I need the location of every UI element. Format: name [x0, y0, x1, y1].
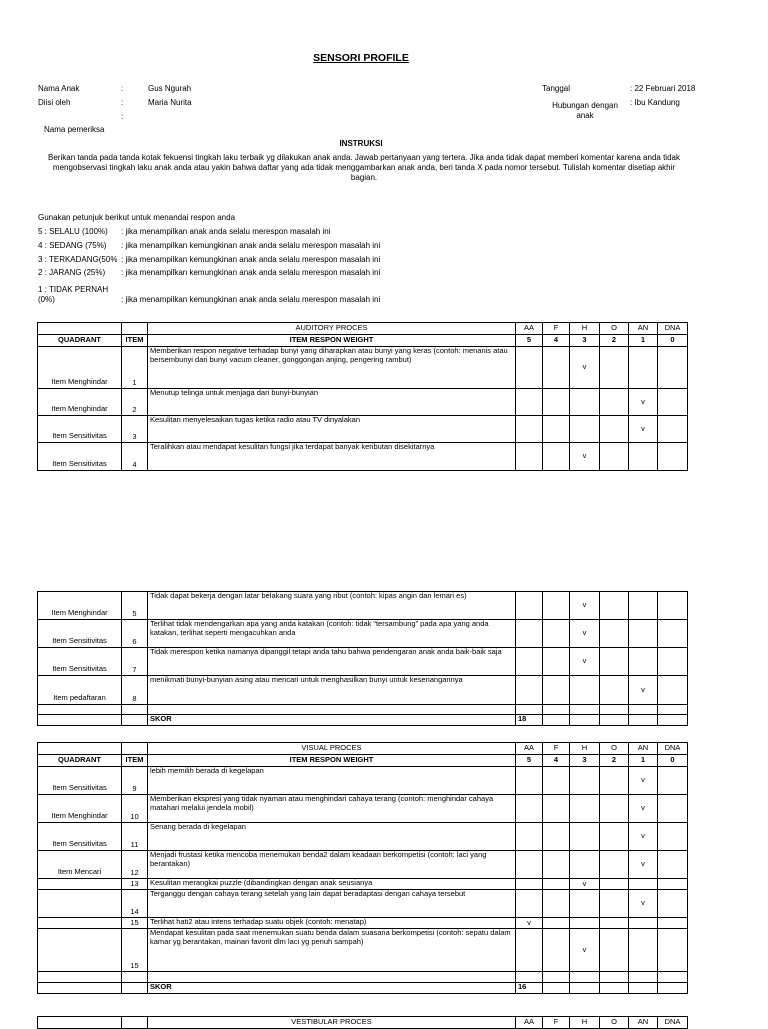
response-cell[interactable]: [543, 890, 570, 918]
quadrant-cell: Item Mencari: [38, 851, 122, 879]
item-number: 7: [122, 648, 148, 676]
blank-colon: :: [121, 112, 124, 121]
item-header: ITEM: [122, 755, 148, 767]
item-number: 2: [122, 389, 148, 416]
examiner-label: Nama pemeriksa: [44, 125, 105, 134]
table-row: [38, 929, 688, 972]
instructions-heading: INSTRUKSI: [339, 139, 383, 148]
name-value: Gus Ngurah: [148, 84, 192, 93]
col-f: F: [543, 323, 570, 335]
table-row: [38, 795, 688, 823]
quadrant-cell: Item Sensitivitas: [38, 767, 122, 795]
response-cell[interactable]: [543, 416, 570, 443]
filled-value: Maria Nurita: [148, 98, 192, 107]
weight-4: 4: [543, 335, 570, 347]
col-an: AN: [629, 323, 658, 335]
quadrant-cell: Item Menghindar: [38, 347, 122, 389]
col-aa: AA: [516, 323, 543, 335]
response-cell[interactable]: [658, 676, 688, 705]
quadrant-header: QUADRANT: [38, 335, 122, 347]
visual-score-value: 16: [516, 983, 543, 994]
quadrant-cell: Item pedaftaran: [38, 676, 122, 705]
response-cell[interactable]: [629, 823, 658, 851]
check-mark: v: [641, 803, 645, 813]
quadrant-cell: Item Menghindar: [38, 795, 122, 823]
response-cell[interactable]: [658, 879, 688, 890]
col-an: AN: [629, 1017, 658, 1029]
relation-value: : Ibu Kandung: [630, 98, 680, 107]
quadrant-cell: Item Menghindar: [38, 592, 122, 620]
filled-colon: :: [121, 98, 124, 107]
response-cell[interactable]: [516, 918, 543, 929]
response-cell[interactable]: [629, 879, 658, 890]
response-cell[interactable]: [516, 929, 543, 972]
response-cell[interactable]: [600, 823, 629, 851]
response-cell[interactable]: [570, 890, 600, 918]
weight-5: 5: [516, 755, 543, 767]
check-mark: v: [641, 775, 645, 785]
table-row: [38, 823, 688, 851]
response-cell[interactable]: [658, 592, 688, 620]
item-text: Mendapat kesulitan pada saat menemukan suatu benda dalam suasana berkompetisi (contoh: sepatu dalam kamar yg berantakan, mainan favorit dlm laci yg penuh sampah): [148, 929, 516, 972]
guide-desc-4: : jika menampilkan kemungkinan anak anda selalu merespon masalah ini: [121, 241, 381, 250]
item-text: lebih memilih berada di kegelapan: [148, 767, 516, 795]
col-f: F: [543, 743, 570, 755]
guide-desc-5: : jika menampilkan anak anda selalu merespon masalah ini: [121, 227, 331, 236]
col-an: AN: [629, 743, 658, 755]
item-number: 1: [122, 347, 148, 389]
response-cell[interactable]: [543, 929, 570, 972]
response-cell[interactable]: [516, 676, 543, 705]
response-cell[interactable]: [570, 389, 600, 416]
quadrant-cell: [38, 929, 122, 972]
guide-label-5: 5 : SELALU (100%): [38, 227, 108, 236]
response-cell[interactable]: [543, 443, 570, 471]
col-o: O: [600, 743, 629, 755]
response-cell[interactable]: [600, 592, 629, 620]
relation-label: Hubungan dengan anak: [552, 101, 618, 120]
item-number: 10: [122, 795, 148, 823]
instructions-text: Berikan tanda pada tanda kotak fekuensi tingkah laku terbaik yg dilakukan anak anda. Jawab pertanyaan yang tertera. Jika anda tidak dapat memberi komentar karena anda tidak mengobservasi tingkah laku anak anda atau yakin bahwa daftar yang ada tidak menggambarkan anak anda, beri tanda X pada nomor tersebut. Tulislah komentar disetiap akhir bagian.: [48, 153, 680, 182]
table-row: [38, 676, 688, 705]
response-cell[interactable]: [629, 592, 658, 620]
vestibular-title: VESTIBULAR PROCES: [148, 1017, 516, 1029]
response-cell[interactable]: [629, 918, 658, 929]
col-o: O: [600, 323, 629, 335]
item-text: Kesulitan menyelesaikan tugas ketika radio atau TV dinyalakan: [148, 416, 516, 443]
response-cell[interactable]: [543, 879, 570, 890]
response-cell[interactable]: [629, 795, 658, 823]
quadrant-cell: Item Menghindar: [38, 389, 122, 416]
weight-3: 3: [570, 755, 600, 767]
check-mark: v: [582, 944, 587, 954]
response-cell[interactable]: [658, 918, 688, 929]
table-row: [38, 620, 688, 648]
response-cell[interactable]: [600, 416, 629, 443]
col-dna: DNA: [658, 1017, 688, 1029]
response-cell[interactable]: [543, 648, 570, 676]
response-cell[interactable]: [600, 767, 629, 795]
auditory-table-continued: [37, 591, 688, 726]
item-text: Memberikan respon negative terhadap bunyi yang diharapkan atau bunyi yang keras (contoh: menanis atau bersembunyi dari bunyi vacum cleaner, gonggongan anjing, pengering rambut): [148, 347, 516, 389]
date-label: Tanggal: [542, 84, 571, 93]
response-cell[interactable]: [658, 648, 688, 676]
response-cell[interactable]: [516, 592, 543, 620]
item-number: 15: [122, 929, 148, 972]
guide-label-4: 4 : SEDANG (75%): [38, 241, 107, 250]
vestibular-table: [37, 1016, 688, 1029]
quadrant-cell: [38, 879, 122, 890]
response-cell[interactable]: [600, 648, 629, 676]
response-cell[interactable]: [658, 767, 688, 795]
col-aa: AA: [516, 743, 543, 755]
table-row: [38, 767, 688, 795]
item-text: Teralihkan atau mendapat kesulitan fungsi jika terdapat banyak keributan disekitarnya: [148, 443, 516, 471]
response-cell[interactable]: [516, 648, 543, 676]
check-mark: v: [527, 917, 531, 927]
table-row: [38, 918, 688, 929]
response-cell[interactable]: [629, 389, 658, 416]
item-text: Menutup telinga untuk menjaga dari bunyi-bunyian: [148, 389, 516, 416]
response-cell[interactable]: [570, 851, 600, 879]
item-text: Memberikan ekspresi yang tidak nyaman atau menghindari cahaya terang (contoh: menghindar cahaya matahari melalui jendela mobil): [148, 795, 516, 823]
col-aa: AA: [516, 1017, 543, 1029]
response-cell[interactable]: [516, 347, 543, 389]
response-cell[interactable]: [600, 918, 629, 929]
check-mark: v: [641, 423, 645, 433]
table-row: [38, 879, 688, 890]
table-row: [38, 592, 688, 620]
response-cell[interactable]: [600, 890, 629, 918]
col-dna: DNA: [658, 323, 688, 335]
quadrant-header: QUADRANT: [38, 755, 122, 767]
response-cell[interactable]: [658, 620, 688, 648]
quadrant-cell: Item Sensitivitas: [38, 443, 122, 471]
response-cell[interactable]: [543, 676, 570, 705]
weight-0: 0: [658, 755, 688, 767]
weight-0: 0: [658, 335, 688, 347]
check-mark: v: [641, 684, 645, 694]
item-text: Tidak merespon ketika namanya dipanggil tetapi anda tahu bahwa pendengaran anak anda baik-baik saja: [148, 648, 516, 676]
response-cell[interactable]: [629, 648, 658, 676]
guide-desc-1: : jika menampilkan kemungkinan anak anda selalu merespon masalah ini: [121, 295, 381, 304]
response-cell[interactable]: [570, 767, 600, 795]
response-cell[interactable]: [543, 347, 570, 389]
response-cell[interactable]: [600, 347, 629, 389]
response-cell[interactable]: [570, 823, 600, 851]
weight-2: 2: [600, 335, 629, 347]
response-cell[interactable]: [658, 890, 688, 918]
response-cell[interactable]: [629, 620, 658, 648]
response-cell[interactable]: [516, 795, 543, 823]
response-cell[interactable]: [629, 676, 658, 705]
guide-label-3: 3 : TERKADANG(50%: [38, 255, 118, 264]
quadrant-cell: Item Sensitivitas: [38, 620, 122, 648]
quadrant-cell: [38, 890, 122, 918]
check-mark: v: [641, 396, 645, 406]
auditory-title: AUDITORY PROCES: [148, 323, 516, 335]
item-text: Terganggu dengan cahaya terang setelah yang lain dapat beradaptasi dengan cahaya tersebut: [148, 890, 516, 918]
response-cell[interactable]: [570, 592, 600, 620]
item-number: 13: [122, 879, 148, 890]
visual-score-label: SKOR: [148, 983, 516, 994]
item-text: Senang berada di kegelapan: [148, 823, 516, 851]
item-text: menikmati bunyi-bunyian asing atau mencari untuk menghasilkan bunyi untuk kesenangannya: [148, 676, 516, 705]
weight-1: 1: [629, 755, 658, 767]
response-cell[interactable]: [543, 592, 570, 620]
weight-3: 3: [570, 335, 600, 347]
response-cell[interactable]: [516, 879, 543, 890]
response-cell[interactable]: [629, 443, 658, 471]
response-cell[interactable]: [516, 851, 543, 879]
check-mark: v: [582, 628, 587, 638]
response-cell[interactable]: [570, 347, 600, 389]
table-row: [38, 890, 688, 918]
guide-label-1: 1 : TIDAK PERNAH (0%): [38, 285, 109, 304]
response-cell[interactable]: [516, 767, 543, 795]
check-mark: v: [582, 600, 587, 610]
check-mark: v: [582, 362, 587, 372]
item-text: Kesulitan merangkai puzzle (dibandingkan dengan anak seusianya: [148, 879, 516, 890]
response-cell[interactable]: [658, 443, 688, 471]
col-dna: DNA: [658, 743, 688, 755]
check-mark: v: [641, 859, 645, 869]
response-cell[interactable]: [600, 795, 629, 823]
item-number: 15: [122, 918, 148, 929]
date-value: : 22 Februari 2018: [630, 84, 696, 93]
weight-1: 1: [629, 335, 658, 347]
table-row: [38, 347, 688, 389]
item-number: 3: [122, 416, 148, 443]
item-text: Terlihat tidak mendengarkan apa yang anda katakan (contoh: tidak “tersambung” pada apa yang anda katakan, terlihat seperti mengacuhkan anda: [148, 620, 516, 648]
item-text: Menjadi frustasi ketika mencoba menemukan benda2 dalam keadaan berkompetisi (contoh: laci yang berantakan): [148, 851, 516, 879]
response-cell[interactable]: [629, 890, 658, 918]
item-respon-header: ITEM RESPON WEIGHT: [148, 755, 516, 767]
table-row: [38, 648, 688, 676]
response-cell[interactable]: [658, 823, 688, 851]
response-cell[interactable]: [658, 389, 688, 416]
check-mark: v: [582, 878, 587, 888]
response-cell[interactable]: [543, 620, 570, 648]
item-text: Tidak dapat bekerja dengan latar belakang suara yang ribut (contoh: kipas angin dan lemari es): [148, 592, 516, 620]
quadrant-cell: Item Sensitivitas: [38, 823, 122, 851]
name-colon: :: [121, 84, 124, 93]
response-cell[interactable]: [516, 389, 543, 416]
response-cell[interactable]: [570, 648, 600, 676]
response-cell[interactable]: [543, 389, 570, 416]
response-cell[interactable]: [516, 620, 543, 648]
item-number: 5: [122, 592, 148, 620]
response-cell[interactable]: [516, 416, 543, 443]
quadrant-cell: Item Sensitivitas: [38, 416, 122, 443]
guide-heading: Gunakan petunjuk berikut untuk menandai respon anda: [38, 213, 236, 222]
weight-4: 4: [543, 755, 570, 767]
item-number: 9: [122, 767, 148, 795]
col-o: O: [600, 1017, 629, 1029]
response-cell[interactable]: [658, 416, 688, 443]
col-f: F: [543, 1017, 570, 1029]
auditory-table: [37, 322, 688, 471]
response-cell[interactable]: [570, 416, 600, 443]
response-cell[interactable]: [570, 443, 600, 471]
response-cell[interactable]: [600, 443, 629, 471]
check-mark: v: [641, 898, 645, 908]
col-h: H: [570, 743, 600, 755]
item-respon-header: ITEM RESPON WEIGHT: [148, 335, 516, 347]
response-cell[interactable]: [570, 879, 600, 890]
response-cell[interactable]: [570, 620, 600, 648]
col-h: H: [570, 323, 600, 335]
table-row: [38, 443, 688, 471]
table-row: [38, 851, 688, 879]
name-label: Nama Anak: [38, 84, 80, 93]
response-cell[interactable]: [629, 767, 658, 795]
quadrant-cell: Item Sensitivitas: [38, 648, 122, 676]
response-cell[interactable]: [516, 890, 543, 918]
filled-label: Diisi oleh: [38, 98, 71, 107]
response-cell[interactable]: [543, 851, 570, 879]
response-cell[interactable]: [600, 389, 629, 416]
item-number: 11: [122, 823, 148, 851]
item-header: ITEM: [122, 335, 148, 347]
check-mark: v: [582, 656, 587, 666]
response-cell[interactable]: [658, 851, 688, 879]
response-cell[interactable]: [543, 918, 570, 929]
response-cell[interactable]: [600, 676, 629, 705]
response-cell[interactable]: [570, 795, 600, 823]
auditory-score-label: SKOR: [148, 715, 516, 726]
guide-desc-2: : jika menampilkan kemungkinan anak anda selalu merespon masalah ini: [121, 268, 381, 277]
response-cell[interactable]: [629, 347, 658, 389]
response-cell[interactable]: [570, 918, 600, 929]
visual-title: VISUAL PROCES: [148, 743, 516, 755]
item-number: 4: [122, 443, 148, 471]
response-cell[interactable]: [570, 929, 600, 972]
response-cell[interactable]: [543, 795, 570, 823]
auditory-score-value: 18: [516, 715, 543, 726]
visual-table: [37, 742, 688, 994]
response-cell[interactable]: [629, 929, 658, 972]
guide-label-2: 2 : JARANG (25%): [38, 268, 106, 277]
response-cell[interactable]: [658, 347, 688, 389]
page-title: SENSORI PROFILE: [313, 52, 409, 64]
response-cell[interactable]: [543, 767, 570, 795]
item-text: Terlihat hati2 atau intens terhadap suatu objek (contoh: menatap): [148, 918, 516, 929]
check-mark: v: [641, 831, 645, 841]
response-cell[interactable]: [543, 823, 570, 851]
weight-5: 5: [516, 335, 543, 347]
response-cell[interactable]: [600, 929, 629, 972]
col-h: H: [570, 1017, 600, 1029]
table-row: [38, 389, 688, 416]
response-cell[interactable]: [600, 879, 629, 890]
response-cell[interactable]: [600, 851, 629, 879]
item-number: 8: [122, 676, 148, 705]
response-cell[interactable]: [658, 929, 688, 972]
response-cell[interactable]: [516, 823, 543, 851]
check-mark: v: [582, 451, 587, 461]
quadrant-cell: [38, 918, 122, 929]
table-row: [38, 416, 688, 443]
item-number: 6: [122, 620, 148, 648]
response-cell[interactable]: [629, 851, 658, 879]
response-cell[interactable]: [516, 443, 543, 471]
item-number: 12: [122, 851, 148, 879]
response-cell[interactable]: [600, 620, 629, 648]
response-cell[interactable]: [658, 795, 688, 823]
guide-desc-3: : jika menampilkan kemungkinan anak anda selalu merespon masalah ini: [121, 255, 381, 264]
weight-2: 2: [600, 755, 629, 767]
item-number: 14: [122, 890, 148, 918]
response-cell[interactable]: [570, 676, 600, 705]
response-cell[interactable]: [629, 416, 658, 443]
